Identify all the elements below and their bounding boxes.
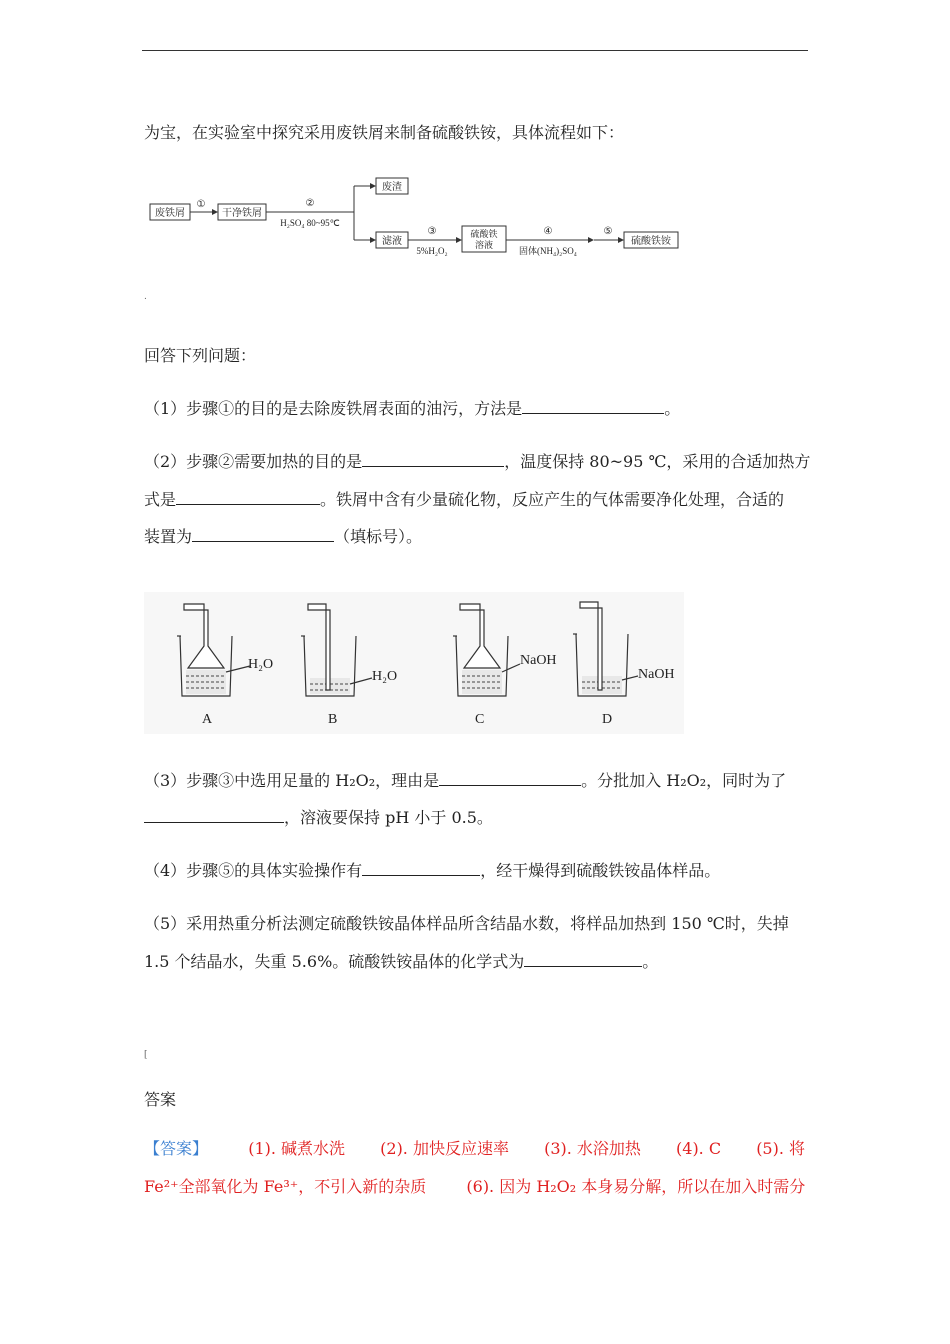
q4-text-b: ，经干燥得到硫酸铁铵晶体样品。 xyxy=(480,861,721,880)
answer-4: (4). C xyxy=(676,1139,722,1158)
q3-blank-1[interactable] xyxy=(439,771,581,786)
q5-blank[interactable] xyxy=(524,952,642,967)
box-clean-label: 干净铁屑 xyxy=(222,208,262,219)
question-3-line-2 xyxy=(144,808,493,828)
q2-blank-2[interactable] xyxy=(176,490,320,505)
q3-text-c: ，溶液要保持 pH 小于 0.5。 xyxy=(284,808,493,827)
q2-text-f: （填标号）。 xyxy=(334,527,423,546)
q2-blank-3[interactable] xyxy=(192,527,334,542)
question-2-line-3 xyxy=(144,527,422,547)
cond2-label: H₂SO₄ 80~95℃ xyxy=(280,218,340,228)
q5-text-b: 1.5 个结晶水，失重 5.6%。硫酸铁铵晶体的化学式为 xyxy=(144,952,525,971)
process-flow-diagram xyxy=(144,168,704,268)
header-rule xyxy=(142,50,808,51)
question-3-line-1 xyxy=(144,771,786,791)
answer-2: (2). 加快反应速率 xyxy=(380,1139,509,1158)
q2-text-c: 式是 xyxy=(144,490,177,509)
q1-blank[interactable] xyxy=(522,399,664,414)
q3-blank-2[interactable] xyxy=(144,808,284,823)
question-2-line-2 xyxy=(144,490,784,510)
prompt-text: 回答下列问题： xyxy=(144,346,257,365)
q2-text-a: （2）步骤②需要加热的目的是 xyxy=(144,452,363,471)
cond3-label: 5%H₂O₂ xyxy=(416,246,448,256)
q4-blank[interactable] xyxy=(362,861,480,876)
cond4-label: 固体(NH₄)₂SO₄ xyxy=(519,246,577,256)
q3-text-b: 。分批加入 H₂O₂，同时为了 xyxy=(581,771,787,790)
box-solution-label-2: 溶液 xyxy=(474,240,494,250)
answer-1: (1). 碱煮水洗 xyxy=(248,1139,346,1158)
box-residue-label: 废渣 xyxy=(382,182,402,193)
q5-end: 。 xyxy=(642,952,659,971)
beaker-c-letter: C xyxy=(475,712,485,727)
q3-text-a: （3）步骤③中选用足量的 H₂O₂，理由是 xyxy=(144,771,440,790)
beaker-d-letter: D xyxy=(602,712,613,727)
step2-label: ② xyxy=(305,198,315,209)
q4-text-a: （4）步骤⑤的具体实验操作有 xyxy=(144,861,363,880)
step1-label: ① xyxy=(196,199,206,210)
q2-text-e: 装置为 xyxy=(144,527,193,546)
answer-line-1 xyxy=(144,1139,805,1159)
step5-label: ⑤ xyxy=(603,226,613,237)
beaker-b-liquid-label: H₂O xyxy=(372,669,398,684)
answer-5-cont: Fe²⁺全部氧化为 Fe³⁺，不引入新的杂质 xyxy=(144,1177,427,1196)
answer-heading: 答案 xyxy=(144,1090,177,1109)
step3-label: ③ xyxy=(427,226,437,237)
intro-text: 为宝，在实验室中探究采用废铁屑来制备硫酸铁铵，具体流程如下： xyxy=(144,123,625,142)
beaker-a-liquid-label: H₂O xyxy=(248,657,274,672)
absorption-apparatus-figure xyxy=(144,592,684,734)
answer-tag: 【答案】 xyxy=(144,1139,209,1158)
question-4 xyxy=(144,861,720,881)
beaker-a-letter: A xyxy=(202,712,213,727)
beaker-b-letter: B xyxy=(328,712,338,727)
stray-bracket: [ xyxy=(144,1050,148,1060)
beaker-c-liquid-label: NaOH xyxy=(520,653,557,668)
beaker-d-liquid-label: NaOH xyxy=(638,667,675,682)
question-5-line-1: （5）采用热重分析法测定硫酸铁铵晶体样品所含结晶水数，将样品加热到 150 ℃时，失掉 xyxy=(144,914,789,933)
q1-end: 。 xyxy=(664,399,681,418)
q1-text: （1）步骤①的目的是去除废铁屑表面的油污，方法是 xyxy=(144,399,523,418)
box-product-label: 硫酸铁铵 xyxy=(631,236,671,247)
answer-6: (6). 因为 H₂O₂ 本身易分解，所以在加入时需分 xyxy=(466,1177,806,1196)
box-scrap-label: 废铁屑 xyxy=(155,208,185,219)
stray-dot: . xyxy=(144,292,147,302)
question-2-line-1 xyxy=(144,452,810,472)
answer-line-2 xyxy=(144,1177,805,1197)
step4-label: ④ xyxy=(543,226,553,237)
q2-text-b: ，温度保持 80~95 ℃，采用的合适加热方 xyxy=(504,452,811,471)
answer-5: (5). 将 xyxy=(756,1139,806,1158)
box-filtrate-label: 滤液 xyxy=(382,236,402,247)
q2-blank-1[interactable] xyxy=(362,452,504,467)
answer-3: (3). 水浴加热 xyxy=(544,1139,641,1158)
question-1 xyxy=(144,399,680,419)
box-solution-label-1: 硫酸铁 xyxy=(470,229,498,239)
q2-text-d: 。铁屑中含有少量硫化物，反应产生的气体需要净化处理，合适的 xyxy=(320,490,785,509)
question-5-line-2 xyxy=(144,952,658,972)
